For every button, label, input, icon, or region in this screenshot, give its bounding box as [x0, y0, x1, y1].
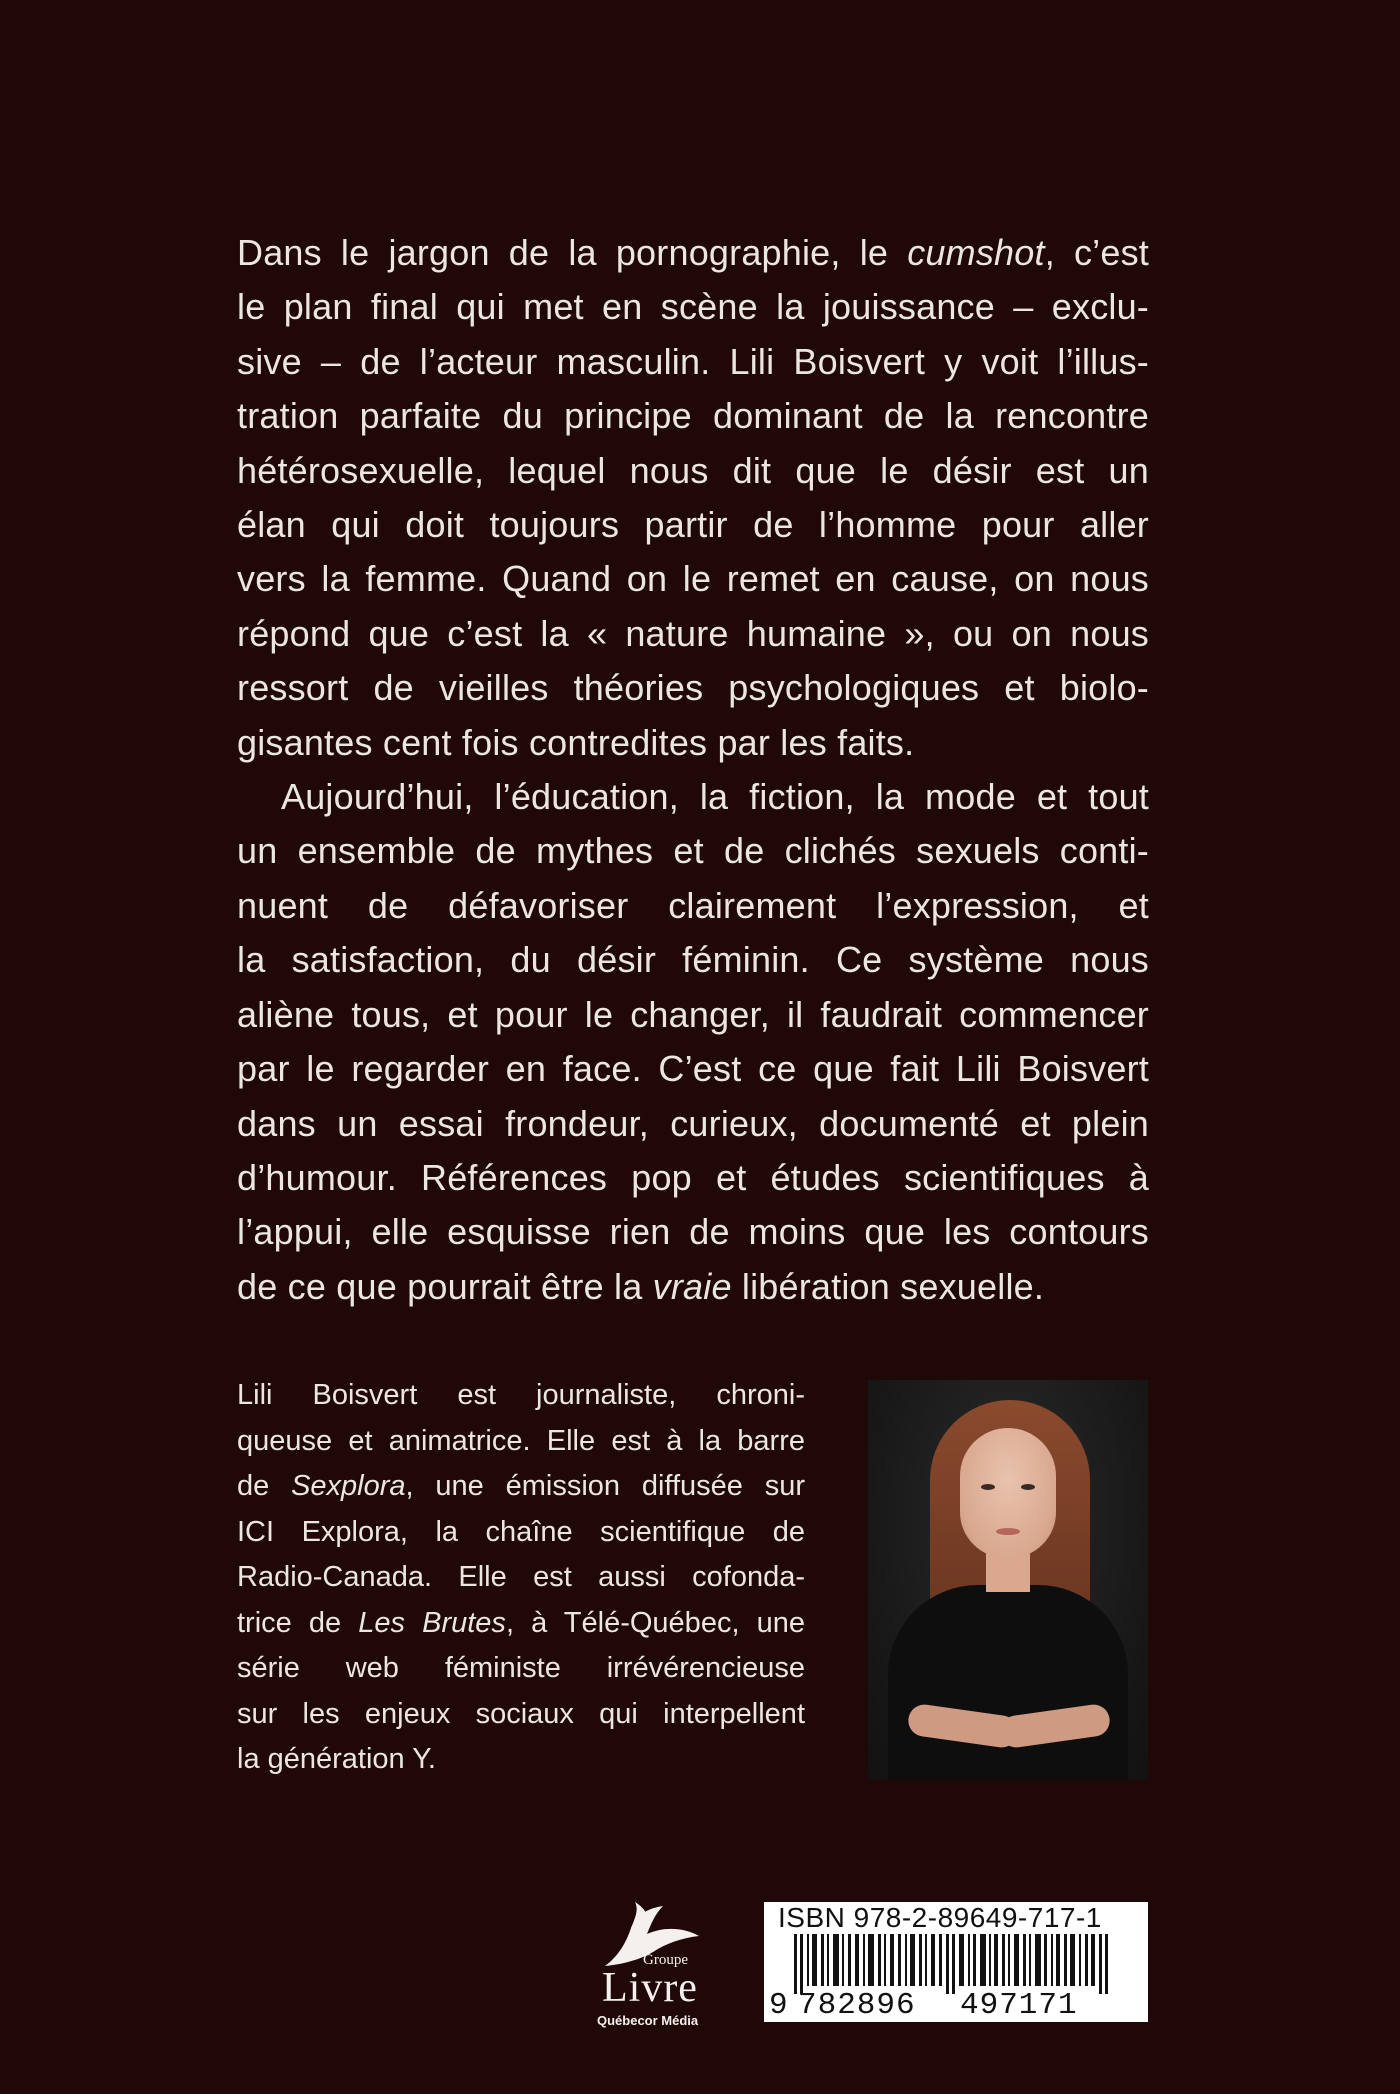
photo-lips: [996, 1528, 1020, 1535]
text: , à Télé-Québec, une: [505, 1606, 805, 1639]
barcode-digits-group-1: 782896: [798, 1988, 916, 2023]
blurb-line: gisantes cent fois contredites par les faits.: [237, 721, 915, 763]
bio-line: série web féministe irrévérencieuse: [237, 1652, 805, 1684]
author-photo: [868, 1380, 1148, 1780]
logo-livre: Livre: [602, 1965, 698, 2011]
blurb-line: la satisfaction, du désir féminin. Ce système nous: [237, 939, 1149, 981]
blurb-line: d’humour. Références pop et études scientifiques à: [237, 1156, 1149, 1198]
blurb-line: sive – de l’acteur masculin. Lili Boisvert y voit l’illus-: [237, 340, 1149, 382]
barcode-bars: [794, 1934, 1134, 1994]
blurb-line: [237, 226, 1149, 280]
text: de: [237, 1470, 292, 1502]
isbn-label: ISBN 978-2-89649-717-1: [778, 1902, 1102, 1933]
blurb-line: le plan final qui met en scène la jouissance – exclu-: [237, 286, 1149, 328]
emphasis-sexplora: Sexplora: [291, 1470, 406, 1502]
barcode-digit-first: 9: [769, 1988, 789, 2023]
bio-line: ICI Explora, la chaîne scientifique de: [237, 1515, 805, 1548]
blurb-line: Aujourd’hui, l’éducation, la fiction, la mode et tout: [281, 776, 1149, 818]
bio-line: Lili Boisvert est journaliste, chroni-: [237, 1379, 805, 1411]
bio-line: queuse et animatrice. Elle est à la barre: [237, 1424, 805, 1457]
blurb-line: répond que c’est la « nature humaine », ou on nous: [237, 612, 1149, 654]
blurb-line: tration parfaite du principe dominant de la rencontre: [237, 395, 1149, 437]
blurb-line: élan qui doit toujours partir de l’homme pour aller: [237, 504, 1149, 546]
blurb-line: hétérosexuelle, lequel nous dit que le désir est un: [237, 449, 1149, 491]
blurb-line: aliène tous, et pour le changer, il faudrait commencer: [237, 993, 1149, 1035]
photo-eye: [1021, 1484, 1035, 1490]
bio-line: sur les enjeux sociaux qui interpellent: [237, 1697, 805, 1730]
emphasis-vraie: vraie: [652, 1265, 732, 1307]
bio-line: [237, 1601, 805, 1647]
bird-icon: [565, 1900, 715, 1970]
logo-groupe: Groupe: [643, 1952, 688, 1968]
author-bio: [237, 1373, 805, 1783]
blurb-paragraph-2: [237, 770, 1149, 1314]
text: , une émission diffusée sur: [405, 1470, 805, 1502]
photo-neck: [986, 1552, 1030, 1592]
blurb-paragraph-1: [237, 226, 1149, 770]
barcode-digits-group-2: 497171: [960, 1988, 1078, 2023]
bio-line: la génération Y.: [237, 1743, 436, 1775]
text: de ce que pourrait être la: [237, 1265, 653, 1307]
publisher-logo: [565, 1900, 715, 2028]
blurb-line: l’appui, elle esquisse rien de moins que les contours: [237, 1211, 1149, 1253]
blurb-line: un ensemble de mythes et de clichés sexuels conti-: [237, 830, 1149, 872]
photo-eye: [981, 1484, 995, 1490]
blurb: [237, 226, 1149, 1314]
logo-subtitle: Québecor Média: [597, 2013, 699, 2028]
barcode: [764, 1902, 1148, 2022]
blurb-line: ressort de vieilles théories psychologiques et biolo-: [237, 667, 1149, 709]
photo-body: [888, 1585, 1128, 1780]
blurb-line: nuent de défavoriser clairement l’expression, et: [237, 884, 1149, 926]
bio-line: Radio-Canada. Elle est aussi cofonda-: [237, 1561, 805, 1593]
text: Dans le jargon de la pornographie, le: [237, 232, 908, 273]
blurb-line: [237, 1260, 1149, 1314]
photo-face: [960, 1428, 1056, 1558]
emphasis-cumshot: cumshot: [907, 232, 1045, 273]
bio-line: [237, 1464, 805, 1510]
text: , c’est: [1044, 232, 1149, 273]
text: libération sexuelle.: [731, 1265, 1045, 1307]
blurb-line: par le regarder en face. C’est ce que fait Lili Boisvert: [237, 1048, 1149, 1090]
blurb-line: dans un essai frondeur, curieux, documenté et plein: [237, 1102, 1149, 1144]
blurb-line: vers la femme. Quand on le remet en cause, on nous: [237, 558, 1149, 600]
emphasis-les-brutes: Les Brutes: [358, 1606, 506, 1639]
text: trice de: [237, 1606, 359, 1639]
